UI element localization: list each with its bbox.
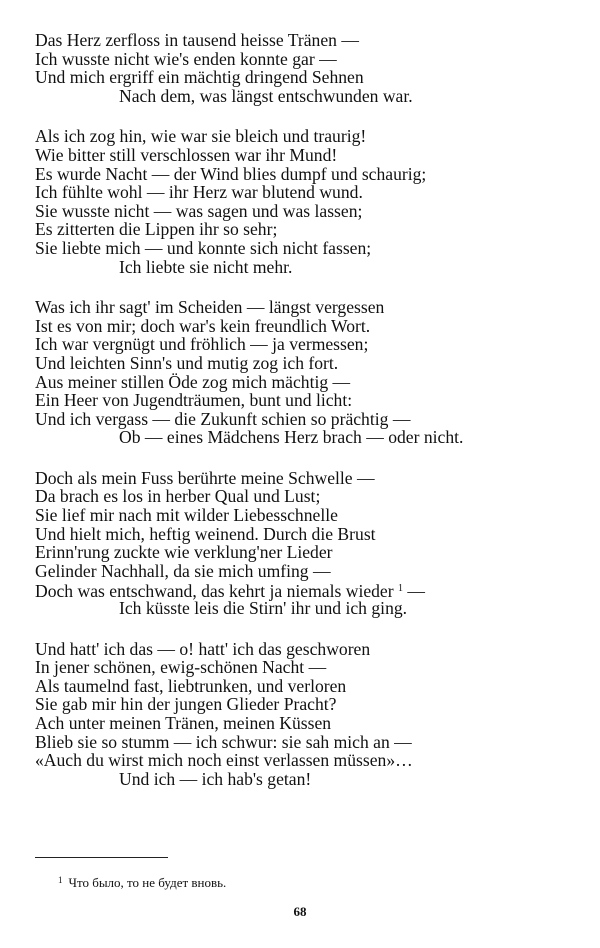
stanza-3: [35, 298, 575, 447]
verse-line-with-footnote: [35, 580, 575, 602]
verse-line-indented: Ob — eines Mädchens Herz brach — oder nicht.: [119, 427, 464, 448]
verse-line: Als taumelnd fast, liebtrunken, und verloren: [35, 675, 347, 696]
stanza-2: [35, 127, 575, 276]
verse-line: Als ich zog hin, wie war sie bleich und traurig!: [35, 126, 367, 147]
verse-line-indented: Ich liebte sie nicht mehr.: [119, 256, 293, 277]
verse-line: Ist es von mir; doch war's kein freundlich Wort.: [35, 315, 371, 336]
verse-line: «Auch du wirst mich noch einst verlassen müssen»…: [35, 750, 413, 771]
verse-line: Ein Heer von Jugendträumen, bunt und licht:: [35, 390, 353, 411]
verse-line: Ach unter meinen Tränen, meinen Küssen: [35, 713, 332, 733]
verse-line: Und mich ergriff ein mächtig dringend Sehnen: [35, 67, 364, 88]
verse-line: Aus meiner stillen Öde zog mich mächtig —: [35, 371, 351, 392]
verse-line: Und hatt' ich das — o! hatt' ich das geschworen: [35, 638, 371, 659]
footnote-text: Что было, то не будет вновь.: [68, 875, 227, 890]
verse-line-dash: —: [403, 581, 426, 602]
verse-line: Ich war vergnügt und fröhlich — ja vermessen;: [35, 334, 369, 355]
footnote: [58, 872, 226, 891]
page-number: 68: [293, 904, 307, 919]
verse-line: Es wurde Nacht — der Wind blies dumpf und schaurig;: [35, 163, 427, 184]
verse-line: Sie liebte mich — und konnte sich nicht fassen;: [35, 237, 372, 258]
verse-line: Blieb sie so stumm — ich schwur: sie sah mich an —: [35, 731, 412, 752]
verse-line: Sie gab mir hin der jungen Glieder Pracht?: [35, 694, 337, 715]
verse-line: Und leichten Sinn's und mutig zog ich fort.: [35, 352, 339, 373]
verse-line: Es zitterten die Lippen ihr so sehr;: [35, 219, 278, 240]
verse-line-indented: Und ich — ich hab's getan!: [119, 768, 312, 789]
verse-line: Ich fühlte wohl — ihr Herz war blutend wund.: [35, 182, 363, 203]
footnote-divider: [35, 857, 168, 858]
footnote-marker: 1: [58, 875, 63, 885]
verse-line: Doch als mein Fuss berührte meine Schwelle —: [35, 467, 375, 488]
verse-line: Da brach es los in herber Qual und Lust;: [35, 486, 321, 507]
poem: [35, 31, 575, 810]
footnote-reference: 1: [398, 583, 404, 595]
verse-line: Das Herz zerfloss in tausend heisse Tränen —: [35, 30, 359, 50]
stanza-1: [35, 31, 575, 105]
verse-line: Ich wusste nicht wie's enden konnte gar —: [35, 48, 337, 69]
verse-line-text: Doch was entschwand, das kehrt ja niemals wieder: [35, 581, 394, 602]
stanza-4: [35, 469, 575, 618]
verse-line: In jener schönen, ewig-schönen Nacht —: [35, 657, 327, 678]
verse-line: Was ich ihr sagt' im Scheiden — längst vergessen: [35, 297, 385, 318]
verse-line: Gelinder Nachhall, da sie mich umfing —: [35, 560, 331, 581]
verse-line: Erinn'rung zuckte wie verklung'ner Lieder: [35, 542, 333, 563]
verse-line: Sie lief mir nach mit wilder Liebesschnelle: [35, 505, 338, 526]
verse-line: Wie bitter still verschlossen war ihr Mund!: [35, 144, 338, 165]
verse-line-indented: Nach dem, was längst entschwunden war.: [119, 85, 413, 106]
verse-line-indented: Ich küsste leis die Stirn' ihr und ich ging.: [119, 598, 408, 619]
stanza-5: [35, 640, 575, 789]
verse-line: Und ich vergass — die Zukunft schien so prächtig —: [35, 408, 411, 429]
verse-line: Sie wusste nicht — was sagen und was lassen;: [35, 200, 363, 221]
verse-line: Und hielt mich, heftig weinend. Durch die Brust: [35, 523, 376, 544]
